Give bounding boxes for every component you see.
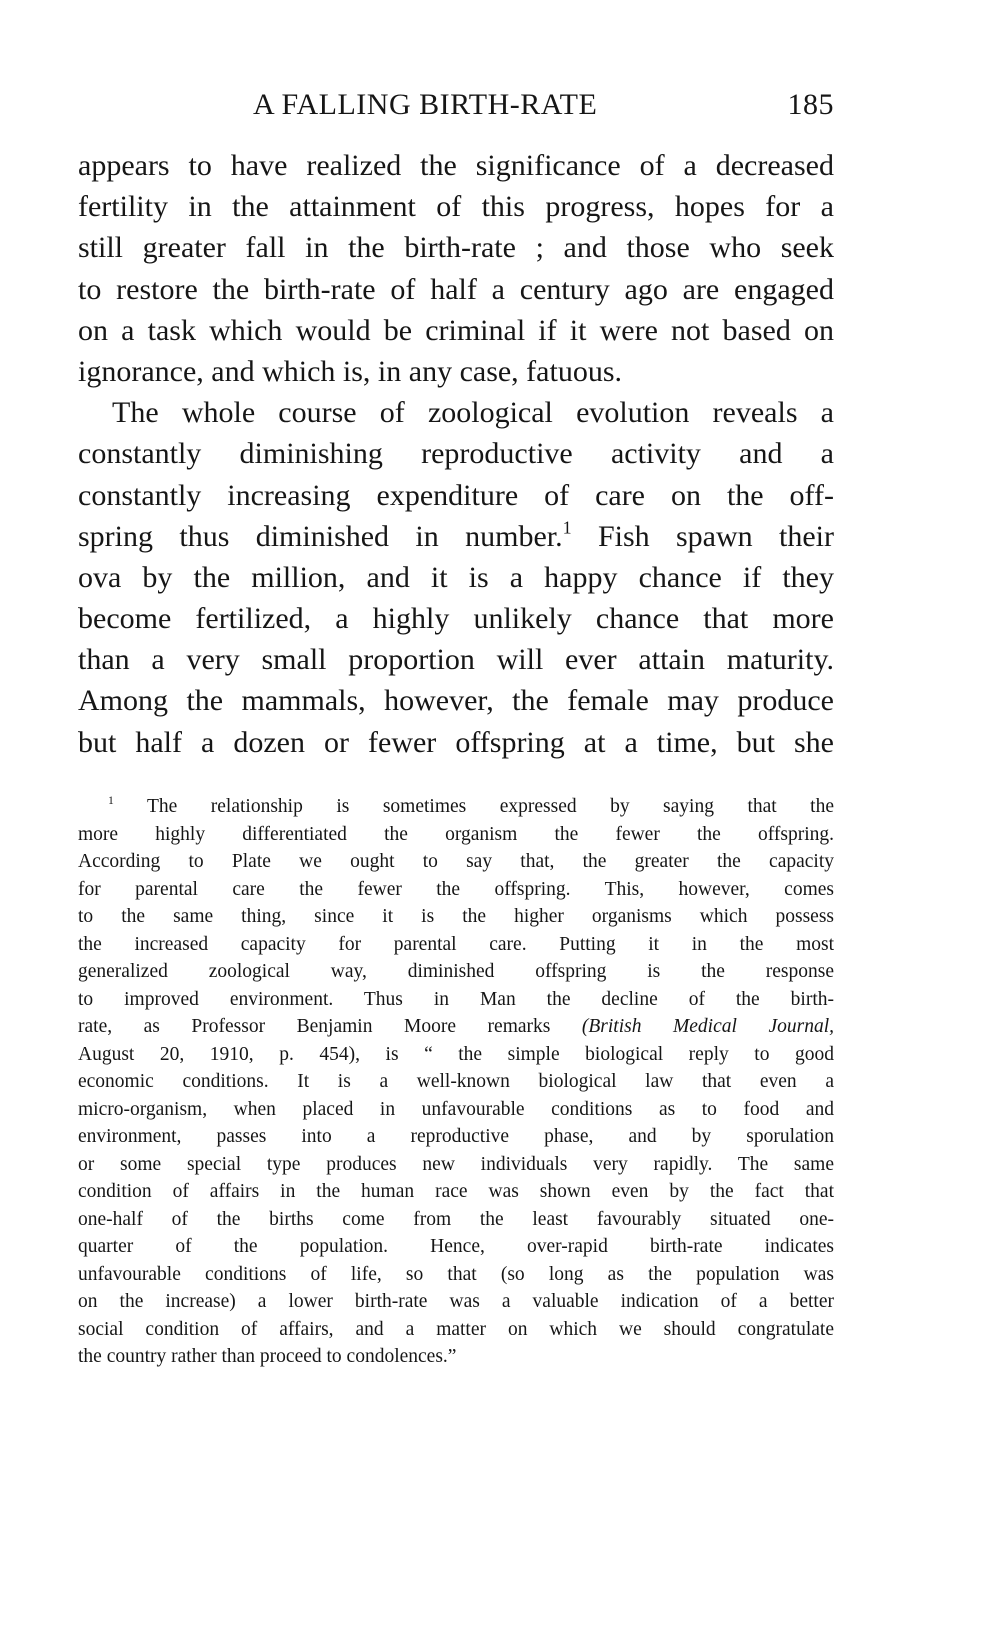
footnote-marker: 1 xyxy=(108,793,114,807)
footnote-line: the increased capacity for parental care. Putting it in the most xyxy=(78,933,834,955)
footnote-line: for parental care the fewer the offspring. This, however, comes xyxy=(78,878,834,900)
text-segment: The relationship is sometimes expressed by saying that the xyxy=(146,796,835,817)
citation-italic: (British Medical Journal, xyxy=(581,1016,834,1037)
page-number: 185 xyxy=(787,88,834,121)
text-line: ignorance, and which is, in any case, fatuous. xyxy=(78,354,622,388)
running-header xyxy=(78,88,834,136)
footnote-line: one-half of the births come from the least favourably situated one- xyxy=(78,1208,834,1230)
text-line: The whole course of zoological evolution reveals a xyxy=(112,396,834,430)
text-line: appears to have realized the significance of a decreased xyxy=(78,149,834,182)
text-line: to restore the birth-rate of half a century ago are engaged xyxy=(78,272,834,306)
footnote-line xyxy=(78,1013,834,1041)
book-page xyxy=(78,0,834,1645)
footnote-line: According to Plate we ought to say that, the greater the capacity xyxy=(78,851,834,872)
text-line: ova by the million, and it is a happy chance if they xyxy=(78,560,834,594)
running-title: A FALLING BIRTH-RATE xyxy=(253,88,598,121)
text-line-with-footnote-ref xyxy=(78,516,834,557)
footnote-line: or some special type produces new individuals very rapidly. The same xyxy=(78,1153,834,1175)
footnote-line: generalized zoological way, diminished offspring is the response xyxy=(78,961,834,982)
footnote-line: August 20, 1910, p. 454), is “ the simple biological reply to good xyxy=(78,1043,834,1065)
text-segment: spring thus diminished in number. xyxy=(78,519,563,553)
footnote-reference[interactable]: 1 xyxy=(562,517,572,538)
footnote-line: social condition of affairs, and a matter on which we should congratulate xyxy=(78,1318,834,1340)
text-line: become fertilized, a highly unlikely chance that more xyxy=(78,602,834,636)
footnote-line: economic conditions. It is a well-known biological law that even a xyxy=(78,1071,834,1092)
footnote-line: micro-organism, when placed in unfavourable conditions as to food and xyxy=(78,1098,834,1120)
body-text xyxy=(78,145,834,763)
footnote-line: to improved environment. Thus in Man the decline of the birth- xyxy=(78,988,834,1010)
text-line: on a task which would be criminal if it were not based on xyxy=(78,313,834,347)
text-line: constantly diminishing reproductive activity and a xyxy=(78,437,834,471)
text-segment: rate, as Professor Benjamin Moore remarks xyxy=(78,1016,551,1037)
text-line: but half a dozen or fewer offspring at a time, but she xyxy=(78,725,834,759)
text-line: than a very small proportion will ever attain maturity. xyxy=(78,643,834,677)
text-line: constantly increasing expenditure of care on the off- xyxy=(78,478,834,512)
text-line: fertility in the attainment of this progress, hopes for a xyxy=(78,190,834,224)
footnote-line: unfavourable conditions of life, so that (so long as the population was xyxy=(78,1263,834,1285)
footnote-line xyxy=(78,793,834,821)
footnote-line: condition of affairs in the human race was shown even by the fact that xyxy=(78,1181,834,1202)
footnote-line: environment, passes into a reproductive phase, and by sporulation xyxy=(78,1126,834,1147)
footnote-line: on the increase) a lower birth-rate was a valuable indication of a better xyxy=(78,1291,834,1312)
text-line: Among the mammals, however, the female may produce xyxy=(78,684,834,718)
footnote-line: quarter of the population. Hence, over-rapid birth-rate indicates xyxy=(78,1236,834,1257)
footnote-line: more highly differentiated the organism the fewer the offspring. xyxy=(78,823,834,845)
footnote-line: the country rather than proceed to condolences.” xyxy=(78,1346,457,1367)
footnote-block xyxy=(78,793,834,1371)
paragraph-1 xyxy=(78,145,834,392)
text-segment: Fish spawn their xyxy=(597,519,834,553)
footnote-line: to the same thing, since it is the higher organisms which possess xyxy=(78,906,834,927)
text-line: still greater fall in the birth-rate ; and those who seek xyxy=(78,231,834,265)
paragraph-2 xyxy=(78,392,834,763)
